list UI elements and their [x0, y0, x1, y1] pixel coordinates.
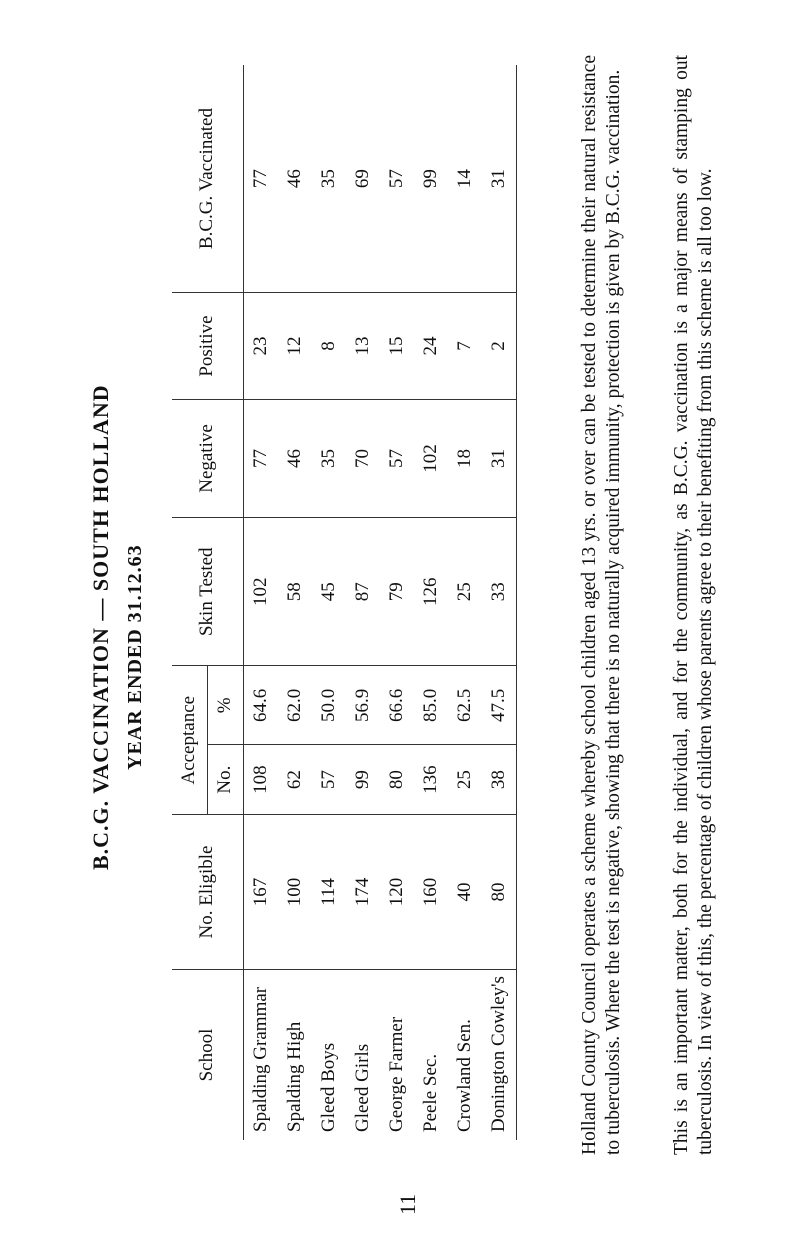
cell-skin: 25 — [448, 518, 482, 666]
paragraph-importance: This is an important matter, both for the individual, and for the community, as B.C.G. vaccination is a major means of stamping out tuberculosis. In view of this, the percentage of children whose parents agree to their benefiting from this scheme is all too low. — [671, 55, 716, 1155]
cell-school: Spalding High — [278, 970, 312, 1141]
cell-neg: 35 — [312, 399, 346, 517]
cell-acc_no: 99 — [346, 745, 380, 815]
cell-acc_pct: 66.6 — [380, 666, 414, 745]
cell-bcg: 57 — [385, 169, 407, 189]
cell-pos: 15 — [380, 293, 414, 400]
cell-eligible: 100 — [278, 814, 312, 969]
cell-neg: 31 — [482, 399, 517, 517]
table-row — [346, 65, 380, 1140]
cell-skin: 102 — [243, 518, 278, 666]
page-title: B.C.G. VACCINATION — SOUTH HOLLAND — [88, 384, 113, 870]
cell-school: Donington Cowley's — [482, 970, 517, 1141]
cell-acc_pct: 47.5 — [482, 666, 517, 745]
cell-eligible: 160 — [414, 814, 448, 969]
cell-acc_pct: 62.5 — [448, 666, 482, 745]
cell-neg: 70 — [346, 399, 380, 517]
header-vaccinated: B.C.G. Vaccinated — [172, 65, 243, 293]
cell-neg: 77 — [243, 399, 278, 517]
cell-skin: 58 — [278, 518, 312, 666]
page-subtitle: YEAR ENDED 31.12.63 — [124, 544, 146, 770]
cell-school: George Farmer — [380, 970, 414, 1141]
header-positive: Positive — [172, 293, 243, 400]
cell-pos: 24 — [414, 293, 448, 400]
cell-school: Gleed Boys — [312, 970, 346, 1141]
cell-school: Crowland Sen. — [448, 970, 482, 1141]
page-number: 11 — [395, 1193, 420, 1215]
cell-eligible: 167 — [243, 814, 278, 969]
cell-acc_no: 57 — [312, 745, 346, 815]
cell-bcg: 77 — [249, 169, 271, 189]
cell-pos: 2 — [482, 293, 517, 400]
header-acceptance: Acceptance — [172, 666, 207, 815]
cell-bcg: 35 — [317, 169, 339, 189]
cell-acc_pct: 62.0 — [278, 666, 312, 745]
cell-neg: 57 — [380, 399, 414, 517]
cell-eligible: 120 — [380, 814, 414, 969]
cell-school: Peele Sec. — [414, 970, 448, 1141]
cell-neg: 46 — [278, 399, 312, 517]
cell-school: Spalding Grammar — [243, 970, 278, 1141]
vaccination-table — [172, 65, 517, 1140]
cell-bcg: 69 — [351, 169, 373, 189]
header-eligible: No. Eligible — [172, 814, 243, 969]
table-row — [243, 65, 278, 1140]
cell-acc_pct: 56.9 — [346, 666, 380, 745]
header-acceptance-pct: % — [207, 666, 243, 745]
cell-pos: 13 — [346, 293, 380, 400]
cell-skin: 45 — [312, 518, 346, 666]
cell-pos: 8 — [312, 293, 346, 400]
header-skin-tested: Skin Tested — [172, 518, 243, 666]
table-row — [312, 65, 346, 1140]
cell-eligible: 114 — [312, 814, 346, 969]
table-row — [448, 65, 482, 1140]
table-row — [278, 65, 312, 1140]
cell-acc_pct: 50.0 — [312, 666, 346, 745]
table-row — [482, 65, 517, 1140]
cell-bcg: 14 — [453, 169, 475, 189]
table-row — [414, 65, 448, 1140]
table-body — [243, 65, 516, 1140]
cell-acc_no: 25 — [448, 745, 482, 815]
cell-pos: 12 — [278, 293, 312, 400]
cell-acc_no: 38 — [482, 745, 517, 815]
header-school: School — [172, 970, 243, 1141]
cell-school: Gleed Girls — [346, 970, 380, 1141]
cell-acc_pct: 85.0 — [414, 666, 448, 745]
cell-neg: 102 — [414, 399, 448, 517]
cell-bcg: 31 — [482, 65, 517, 293]
cell-skin: 126 — [414, 518, 448, 666]
cell-acc_pct: 64.6 — [243, 666, 278, 745]
cell-bcg: 46 — [283, 169, 305, 189]
cell-eligible: 40 — [448, 814, 482, 969]
cell-eligible: 80 — [482, 814, 517, 969]
cell-neg: 18 — [448, 399, 482, 517]
cell-pos: 23 — [243, 293, 278, 400]
cell-acc_no: 80 — [380, 745, 414, 815]
paragraph-scheme: Holland County Council operates a scheme whereby school children aged 13 yrs. or over can be tested to determine their natural resistance to tuberculosis. Where the test is negative, showing that there is no naturally acquired immunity, protection is given by B.C.G. vaccination. — [579, 55, 624, 1155]
table-row — [380, 65, 414, 1140]
cell-acc_no: 136 — [414, 745, 448, 815]
cell-acc_no: 108 — [243, 745, 278, 815]
cell-skin: 79 — [380, 518, 414, 666]
cell-eligible: 174 — [346, 814, 380, 969]
cell-skin: 87 — [346, 518, 380, 666]
header-negative: Negative — [172, 399, 243, 517]
header-acceptance-no: No. — [207, 745, 243, 815]
cell-bcg: 99 — [419, 169, 441, 189]
cell-pos: 7 — [448, 293, 482, 400]
cell-acc_no: 62 — [278, 745, 312, 815]
cell-skin: 33 — [482, 518, 517, 666]
